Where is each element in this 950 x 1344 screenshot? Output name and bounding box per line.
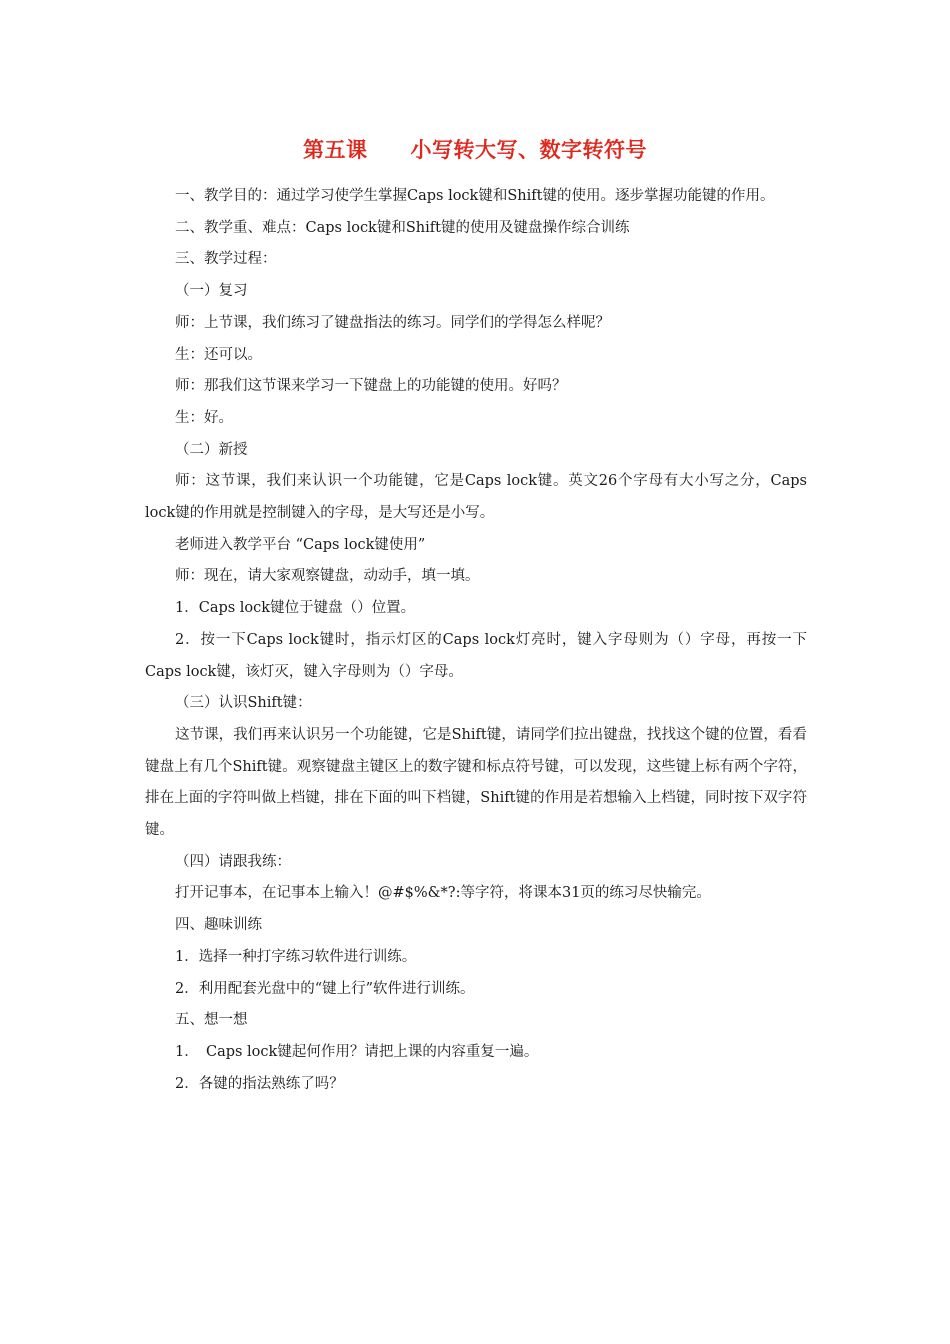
paragraph: 2．按一下Caps lock键时，指示灯区的Caps lock灯亮时，键入字母则为（）字母，再按一下Caps lock键，该灯灭，键入字母则为（）字母。	[145, 631, 807, 680]
lesson-body	[145, 181, 807, 1100]
paragraph-fun-training-heading: 四、趣味训练	[175, 917, 262, 934]
paragraph: 打开记事本，在记事本上输入！@#$%&*?:等字符，将课本31页的练习尽快输完。	[175, 885, 711, 902]
paragraph-think-heading: 五、想一想	[175, 1012, 248, 1029]
paragraph-shift-heading: （三）认识Shift键：	[175, 695, 312, 712]
paragraph: 师：这节课，我们来认识一个功能键，它是Caps lock键。英文26个字母有大小写之分，Caps lock键的作用就是控制键入的字母，是大写还是小写。	[145, 473, 807, 522]
paragraph: 这节课，我们再来认识另一个功能键，它是Shift键，请同学们拉出键盘，找找这个键的位置，看看键盘上有几个Shift键。观察键盘主键区上的数字键和标点符号键，可以发现，这些键上标有两个字符，排在上面的字符叫做上档键，排在下面的叫下档键，Shift键的作用是若想输入上档键，同时按下双字符键。	[145, 726, 807, 839]
paragraph: 1． Caps lock键起何作用？请把上课的内容重复一遍。	[175, 1043, 539, 1060]
paragraph: 师：那我们这节课来学习一下键盘上的功能键的使用。好吗？	[175, 378, 567, 395]
paragraph: 老师进入教学平台 “Caps lock键使用”	[175, 536, 426, 553]
paragraph: 生：好。	[175, 409, 233, 426]
paragraph-practice-heading: （四）请跟我练：	[175, 853, 291, 870]
paragraph-review-heading: （一）复习	[175, 283, 248, 300]
paragraph: 1．选择一种打字练习软件进行训练。	[175, 948, 417, 965]
paragraph-process-heading: 三、教学过程：	[175, 251, 277, 268]
paragraph-objective: 一、教学目的：通过学习使学生掌握Caps lock键和Shift键的使用。逐步掌握功能键的作用。	[175, 188, 775, 204]
paragraph: 师：上节课，我们练习了键盘指法的练习。同学们的学得怎么样呢？	[175, 314, 610, 331]
paragraph: 1．Caps lock键位于键盘（）位置。	[175, 600, 416, 617]
paragraph-key-points: 二、教学重、难点：Caps lock键和Shift键的使用及键盘操作综合训练	[175, 219, 630, 236]
paragraph: 2．各键的指法熟练了吗？	[175, 1075, 344, 1092]
lesson-title: 第五课 小写转大写、数字转符号	[303, 138, 647, 162]
paragraph: 师：现在，请大家观察键盘，动动手，填一填。	[175, 568, 480, 585]
paragraph: 生：还可以。	[175, 346, 262, 363]
paragraph-new-lesson-heading: （二）新授	[175, 441, 248, 458]
paragraph: 2．利用配套光盘中的“键上行”软件进行训练。	[175, 980, 475, 997]
